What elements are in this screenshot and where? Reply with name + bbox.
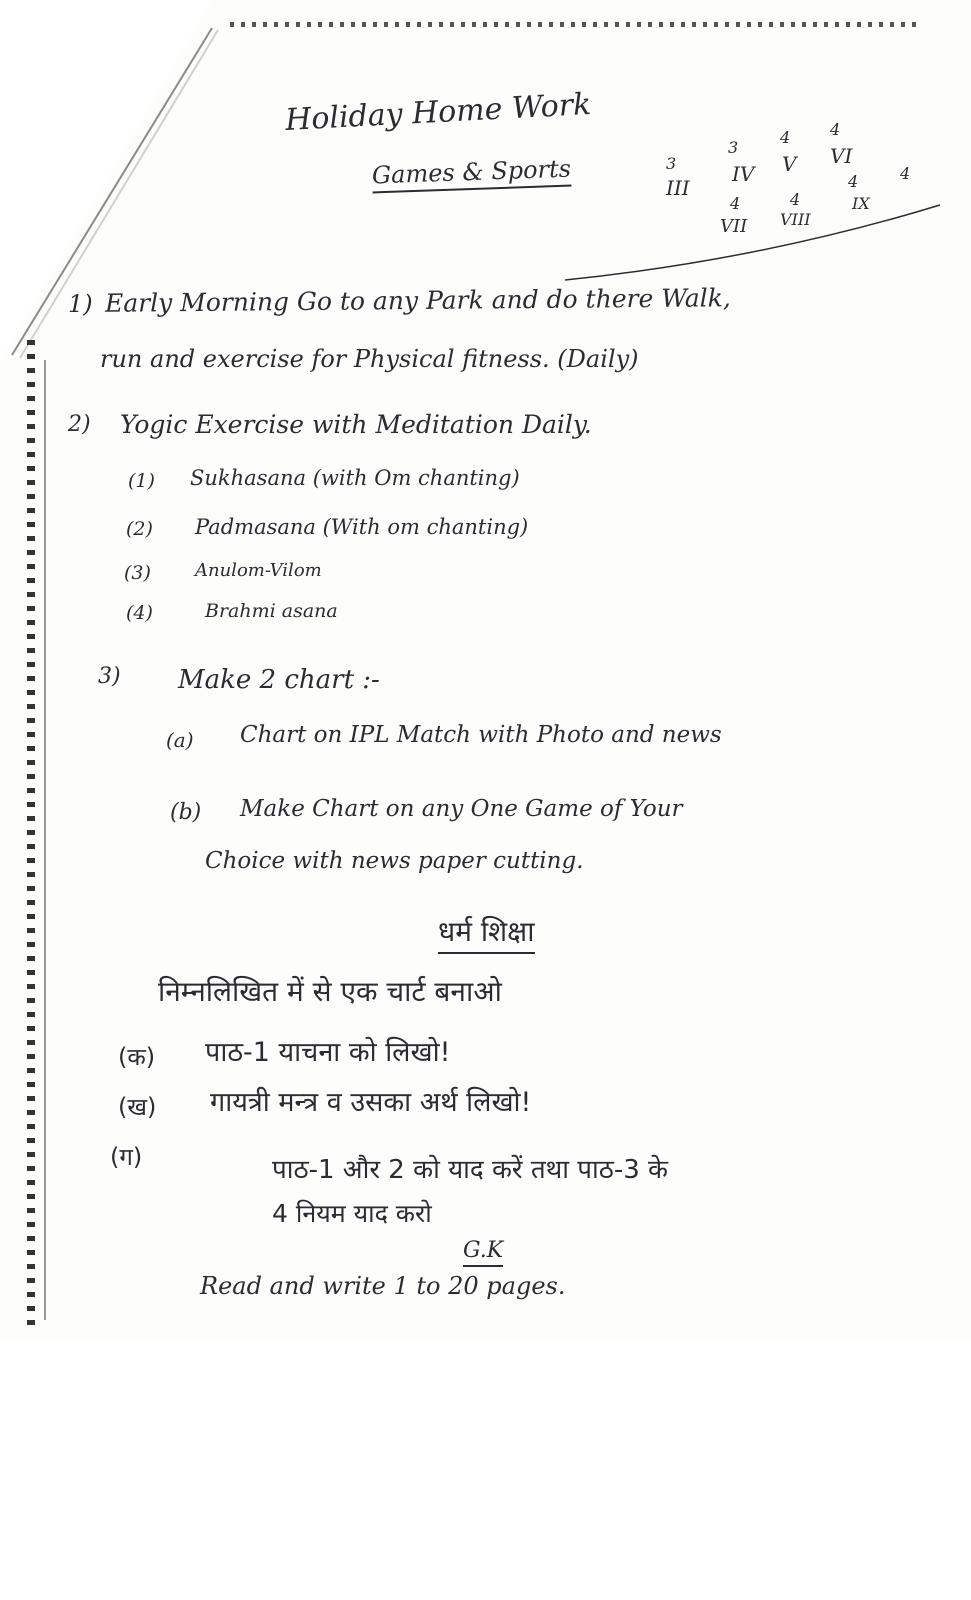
item-number: 2) [68,412,91,437]
yoga-number: (3) [124,562,151,584]
class-number: 4 [900,164,911,183]
yoga-item: Brahmi asana [205,600,338,622]
list-label: (ख) [118,1093,157,1121]
class-roman: IX [852,194,870,213]
class-roman: IV [732,162,755,186]
chart-item: Chart on IPL Match with Photo and news [240,722,722,748]
yoga-number: (2) [126,518,153,540]
section-instruction: निम्नलिखित में से एक चार्ट बनाओ [158,975,502,1008]
list-item: पाठ-1 याचना को लिखो! [205,1037,451,1068]
class-number: 4 [848,172,859,191]
class-number: 3 [666,154,677,173]
chart-item: Choice with news paper cutting. [205,848,584,874]
chart-label: (b) [170,800,202,825]
list-item: गायत्री मन्त्र व उसका अर्थ लिखो! [210,1087,532,1118]
item-text: run and exercise for Physical fitness. (Daily) [100,345,639,373]
class-roman: III [666,176,690,200]
item-number: 1) [68,290,93,318]
chart-label: (a) [166,728,194,752]
yoga-item: Anulom-Vilom [195,560,322,581]
chart-item: Make Chart on any One Game of Your [240,796,683,822]
yoga-item: Padmasana (With om chanting) [195,515,529,539]
spiral-binding [27,340,35,1330]
item-text: Make 2 chart :- [178,665,380,695]
class-roman: VIII [780,210,811,229]
gk-heading: G.K [463,1238,503,1267]
class-number: 4 [780,128,791,147]
class-roman: VII [720,216,748,237]
class-roman: V [782,152,797,176]
gk-text: Read and write 1 to 20 pages. [200,1272,566,1300]
item-number: 3) [98,664,121,689]
yoga-item: Sukhasana (with Om chanting) [190,466,520,490]
page-title: Holiday Home Work [284,87,593,138]
class-number: 3 [728,138,739,157]
page-subtitle: Games & Sports [372,155,572,194]
class-number: 4 [730,194,741,213]
item-text: Early Morning Go to any Park and do there Walk, [104,283,731,318]
margin-line [44,360,46,1320]
item-text: Yogic Exercise with Meditation Daily. [120,410,592,439]
class-underline [560,200,960,290]
class-number: 4 [830,120,841,139]
class-roman: VI [830,144,853,168]
yoga-number: (4) [126,602,153,624]
perforation-top [230,22,920,27]
yoga-number: (1) [128,470,155,492]
list-item: 4 नियम याद करो [272,1199,432,1228]
list-label: (क) [118,1043,156,1071]
class-number: 4 [790,190,801,209]
section-heading: धर्म शिक्षा [438,912,535,954]
list-item: पाठ-1 और 2 को याद करें तथा पाठ-3 के [272,1155,669,1185]
list-label: (ग) [110,1143,143,1171]
